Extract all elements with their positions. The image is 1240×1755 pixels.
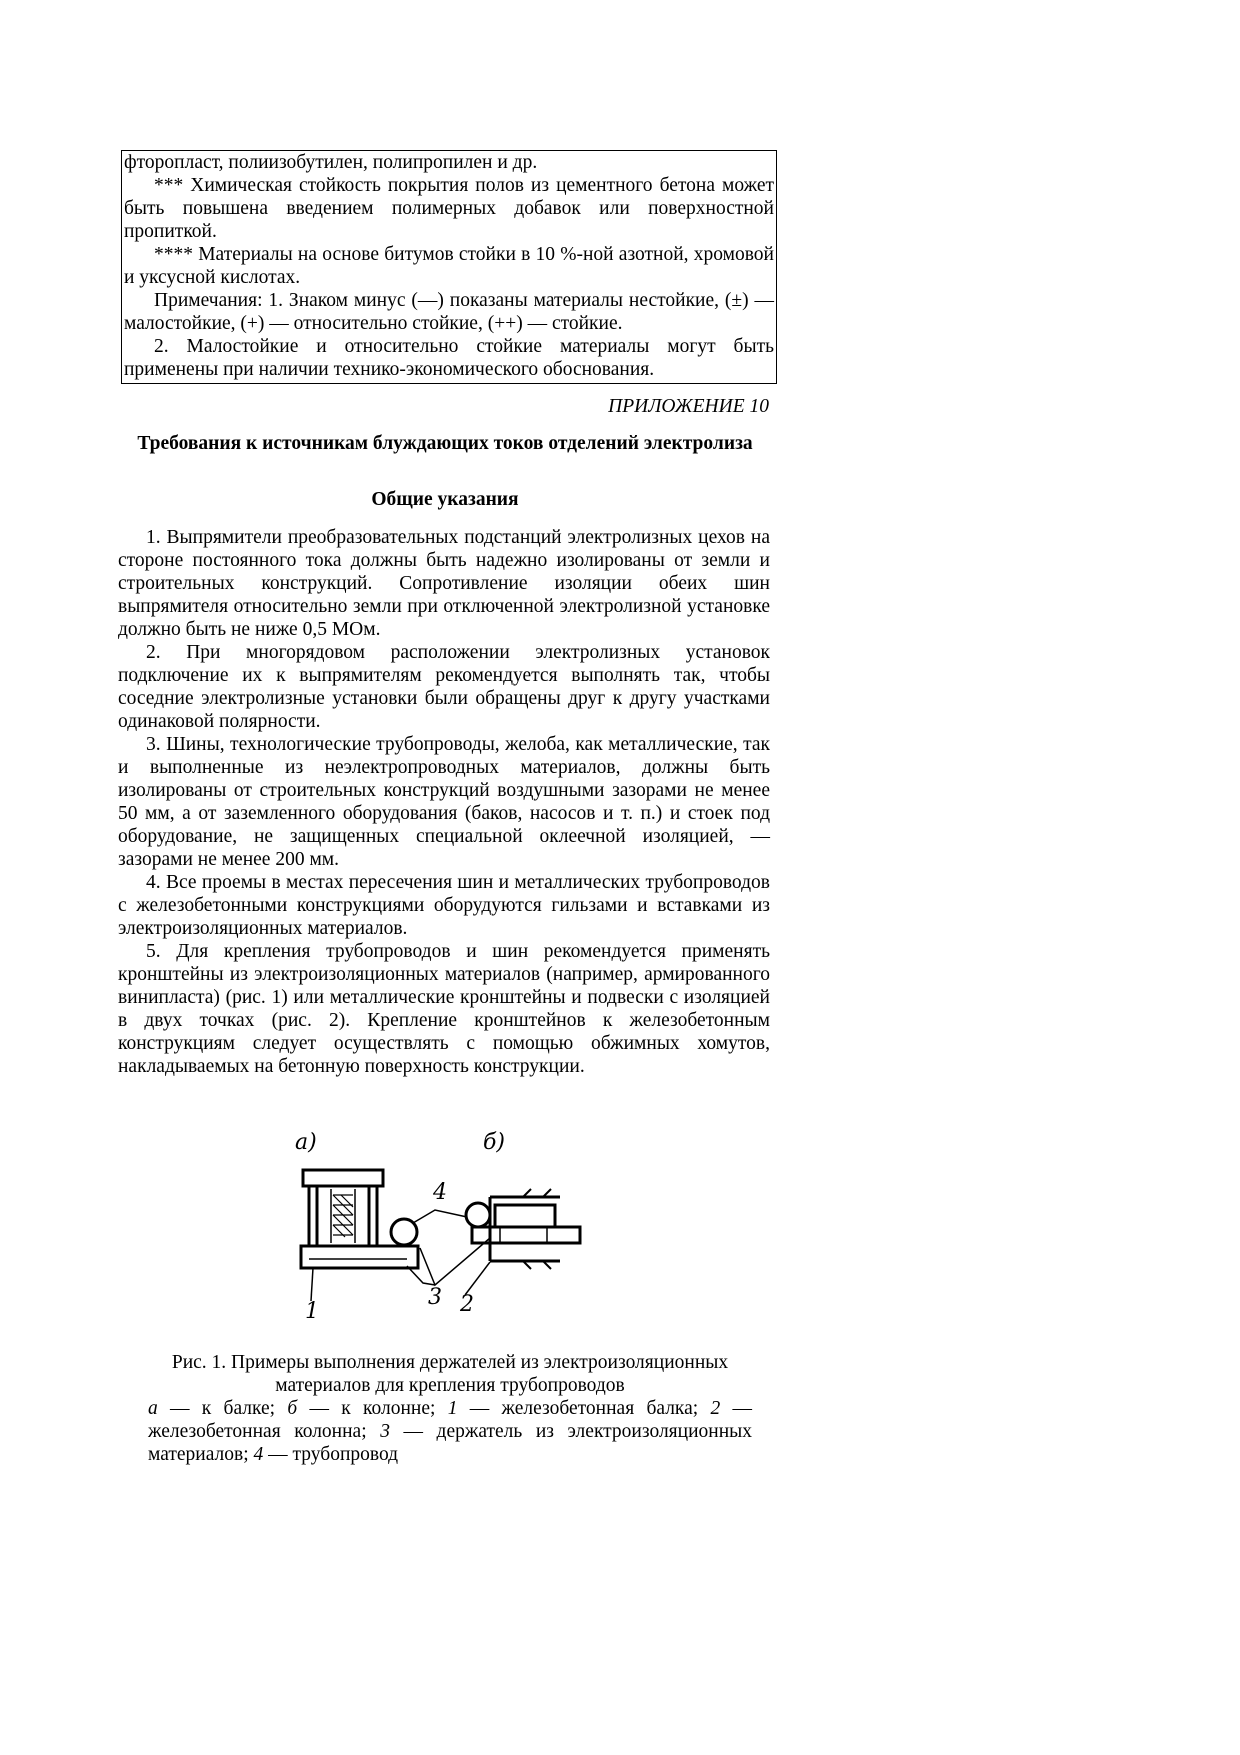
legend-key-1: 1 [447,1398,458,1419]
column-holder [472,1227,580,1243]
legend-key-2: 2 [710,1398,721,1419]
paragraph-3: 3. Шины, технологические трубопроводы, желоба, как металлические, так и выполненные из неэлектропроводных материалов, должны быть изолированы от строительных конструкций воздушными зазорами не менее 50 мм, а от заземленного оборудования (баков, насосов и т. п.) и стоек под оборудование, не защищенных специальной оклеечной изоляцией, — зазорами не менее 200 мм. [118,734,770,870]
legend-key-3: 3 [380,1421,390,1442]
body-text [118,526,770,1078]
figure-num-4: 4 [433,1180,447,1205]
legend-key-a: а [148,1398,158,1419]
figure-num-3: 3 [428,1285,442,1310]
beam-top-plate [303,1170,383,1186]
appendix-label: ПРИЛОЖЕНИЕ 10 [608,396,769,417]
note-1: Примечания: 1. Знаком минус (—) показаны материалы нестойкие, (±) — малостойкие, (+) — относительно стойкие, (++) — стойкие. [124,290,774,334]
footnote-continuation: фторопласт, полиизобутилен, полипропилен и др. [124,152,538,173]
legend-text-b: — к колонне; [297,1398,448,1419]
figure-caption-title: Рис. 1. Примеры выполнения держателей из электроизоляционных материалов для крепления трубопроводов [171,1352,729,1396]
figure-1-drawing [295,1125,595,1320]
figure-num-1: 1 [305,1299,319,1320]
paragraph-1: 1. Выпрямители преобразовательных подстанций электролизных цехов на стороне постоянного тока должны быть надежно изолированы от земли и строительных конструкций. Сопротивление изоляции обеих шин выпрямителя относительно земли при отключенной электролизной установке должно быть не ниже 0,5 МОм. [118,527,770,640]
paragraph-2: 2. При многорядовом расположении электролизных установок подключение их к выпрямителям рекомендуется выполнять так, чтобы соседние электролизные установки были обращены друг к другу участками одинаковой полярности. [118,642,770,732]
figure-label-a: а) [295,1130,317,1155]
paragraph-4: 4. Все проемы в местах пересечения шин и металлических трубопроводов с железобетонными конструкциями оборудуются гильзами и вставками из электроизоляционных материалов. [118,872,770,939]
column-clamp [495,1205,555,1227]
figure-caption-legend [148,1397,752,1466]
footnote-triple-asterisk: *** Химическая стойкость покрытия полов из цементного бетона может быть повышена введением полимерных добавок или поверхностной пропиткой. [124,175,774,242]
figure-num-2: 2 [460,1292,474,1317]
pipe-right [466,1203,490,1227]
note-2: 2. Малостойкие и относительно стойкие материалы могут быть применены при наличии технико-экономического обоснования. [124,336,774,380]
legend-text-1: — железобетонная балка; [457,1398,711,1419]
paragraph-5: 5. Для крепления трубопроводов и шин рекомендуется применять кронштейны из электроизоляционных материалов (например, армированного винипласта) (рис. 1) или металлические кронштейны и подвески с изоляцией в двух точках (рис. 2). Крепление кронштейнов к железобетонным конструкциям следует осуществлять с помощью обжимных хомутов, накладываемых на бетонную поверхность конструкции. [118,941,770,1077]
legend-text-a: — к балке; [157,1398,288,1419]
figure-caption [148,1351,752,1466]
figure-label-b: б) [483,1130,506,1155]
section-subtitle: Общие указания [371,489,519,510]
legend-text-2: — железобетонная колонна; [148,1398,752,1442]
legend-text-3: — держатель из электроизоляционных материалов; [148,1421,752,1465]
footnote-quadruple-asterisk: **** Материалы на основе битумов стойки в 10 %-ной азотной, хромовой и уксусной кислотах. [124,244,774,288]
legend-text-4: — трубопровод [263,1444,399,1465]
section-title: Требования к источникам блуждающих токов отделений электролиза [137,433,753,454]
table-footnotes-box [121,150,777,384]
beam-bottom-plate [301,1246,418,1268]
legend-key-b: б [287,1398,298,1419]
legend-key-4: 4 [253,1444,264,1465]
